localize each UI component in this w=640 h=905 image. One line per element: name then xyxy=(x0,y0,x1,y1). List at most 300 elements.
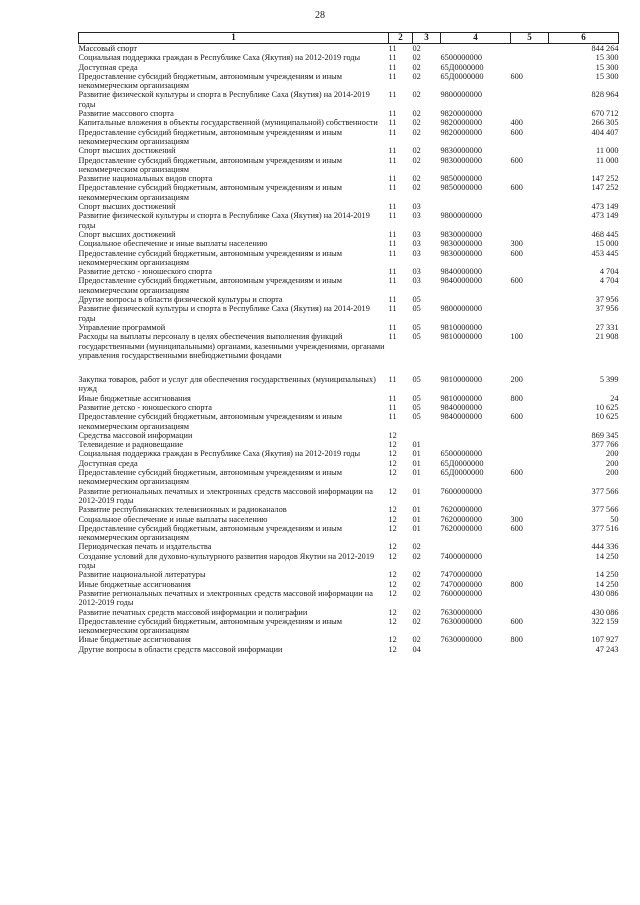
row-section: 11 xyxy=(388,402,397,412)
row-amount: 869 345 xyxy=(591,430,619,440)
row-amount: 5 399 xyxy=(599,375,619,385)
row-target-article: 9800000000 xyxy=(440,304,482,314)
row-section: 12 xyxy=(388,486,397,496)
row-amount: 15 300 xyxy=(595,62,619,72)
row-section: 11 xyxy=(388,375,397,385)
row-subsection: 01 xyxy=(412,486,421,496)
row-subsection: 02 xyxy=(412,174,421,184)
row-amount: 147 252 xyxy=(591,183,619,193)
row-subsection: 02 xyxy=(412,44,421,53)
row-amount: 322 159 xyxy=(591,616,619,626)
row-name: Развитие национальных видов спорта xyxy=(78,174,213,184)
table-row xyxy=(79,267,619,276)
row-target-article: 7620000000 xyxy=(440,505,482,515)
table-row xyxy=(79,580,619,589)
row-target-article: 9840000000 xyxy=(440,412,482,422)
row-name: Предоставление субсидий бюджетным, автономным учреждениям и иным некоммерческим организациям xyxy=(78,616,342,636)
row-amount: 14 250 xyxy=(595,551,619,561)
row-name: Создание условий для духовно-культурного развития народов Якутии на 2012-2019 годы xyxy=(78,551,375,571)
row-subsection: 01 xyxy=(412,468,421,478)
row-name: Спорт высших достижений xyxy=(78,229,176,239)
table-row xyxy=(79,515,619,524)
row-section: 12 xyxy=(388,579,397,589)
table-row xyxy=(79,542,619,551)
table-row xyxy=(79,394,619,403)
row-subsection: 02 xyxy=(412,607,421,617)
row-expense-type xyxy=(511,53,549,62)
table-row xyxy=(79,90,619,109)
row-target-article: 7630000000 xyxy=(440,616,482,626)
row-expense-type: 300 xyxy=(510,239,523,249)
row-expense-type xyxy=(511,174,549,183)
row-target-article: 6500000000 xyxy=(440,449,482,459)
row-subsection xyxy=(413,431,441,440)
row-section: 11 xyxy=(388,202,397,212)
row-amount: 11 000 xyxy=(595,146,619,156)
table-row xyxy=(79,552,619,571)
row-section: 11 xyxy=(388,239,397,249)
row-target-article: 65Д0000000 xyxy=(440,71,484,81)
table-row xyxy=(79,487,619,506)
row-section: 12 xyxy=(388,449,397,459)
row-expense-type xyxy=(511,552,549,571)
row-section: 12 xyxy=(388,440,397,450)
row-subsection: 02 xyxy=(412,155,421,165)
table-body xyxy=(79,44,619,655)
row-subsection: 03 xyxy=(412,276,421,286)
table-row xyxy=(79,440,619,449)
row-expense-type xyxy=(511,63,549,72)
row-target-article: 9810000000 xyxy=(440,322,482,332)
row-subsection: 01 xyxy=(412,440,421,450)
row-name: Социальная поддержка граждан в Республике Саха (Якутия) на 2012-2019 годы xyxy=(78,449,361,459)
table-row xyxy=(79,183,619,202)
row-section: 11 xyxy=(388,62,397,72)
row-name: Развитие региональных печатных и электронных средств массовой информации на 2012-2019 годы xyxy=(78,486,373,505)
row-name: Периодическая печать и издательства xyxy=(78,542,212,552)
table-row xyxy=(79,412,619,431)
row-target-article: 9840000000 xyxy=(440,402,482,412)
row-name: Иные бюджетные ассигнования xyxy=(78,393,191,403)
row-section: 11 xyxy=(388,276,397,286)
table-row xyxy=(79,109,619,118)
row-name: Телевидение и радиовещание xyxy=(78,440,183,450)
row-amount: 11 000 xyxy=(595,155,619,165)
row-name: Развитие физической культуры и спорта в Республике Саха (Якутия) на 2014-2019 годы xyxy=(78,211,370,230)
row-target-article xyxy=(441,202,511,211)
row-subsection: 02 xyxy=(412,570,421,580)
row-expense-type: 800 xyxy=(510,393,523,403)
table-row xyxy=(79,608,619,617)
row-amount: 15 300 xyxy=(595,53,619,63)
row-subsection: 02 xyxy=(412,90,421,100)
row-name: Развитие региональных печатных и электронных средств массовой информации на 2012-2019 годы xyxy=(78,588,373,608)
row-amount: 10 625 xyxy=(595,402,619,412)
row-subsection: 05 xyxy=(412,375,421,385)
row-expense-type xyxy=(511,570,549,579)
table-row xyxy=(79,128,619,147)
row-name: Предоставление субсидий бюджетным, автономным учреждениям и иным некоммерческим организациям xyxy=(78,248,342,267)
row-name: Доступная среда xyxy=(78,458,138,468)
row-name: Развитие детско - юношеского спорта xyxy=(78,402,212,412)
row-section: 11 xyxy=(388,295,397,305)
table-row xyxy=(79,505,619,514)
table-row xyxy=(79,403,619,412)
row-section: 11 xyxy=(388,183,397,193)
row-section: 11 xyxy=(388,155,397,165)
row-target-article: 9820000000 xyxy=(440,127,482,137)
row-target-article: 7620000000 xyxy=(440,514,482,524)
table-row xyxy=(79,276,619,295)
row-subsection: 05 xyxy=(412,402,421,412)
row-name: Капитальные вложения в объекты государственной (муниципальной) собственности xyxy=(78,118,378,128)
row-name: Предоставление субсидий бюджетным, автономным учреждениям и иным некоммерческим организациям xyxy=(78,71,342,91)
row-subsection: 05 xyxy=(412,332,421,342)
row-name: Развитие республиканских телевизионных и радиоканалов xyxy=(78,505,287,515)
row-target-article xyxy=(441,645,511,654)
row-expense-type: 600 xyxy=(510,183,523,193)
table-row xyxy=(79,449,619,458)
row-section: 11 xyxy=(388,118,397,128)
row-expense-type xyxy=(511,90,549,109)
row-section: 11 xyxy=(388,412,397,422)
row-expense-type: 600 xyxy=(510,412,523,422)
row-expense-type: 600 xyxy=(510,155,523,165)
row-subsection: 02 xyxy=(412,109,421,119)
row-target-article: 9830000000 xyxy=(440,155,482,165)
row-subsection: 02 xyxy=(412,542,421,552)
row-subsection: 02 xyxy=(412,579,421,589)
row-subsection: 02 xyxy=(412,62,421,72)
row-amount: 200 xyxy=(606,468,619,478)
row-section: 12 xyxy=(388,458,397,468)
row-subsection: 02 xyxy=(412,146,421,156)
row-section: 12 xyxy=(388,635,397,645)
column-header-expense-type: 5 xyxy=(511,33,549,44)
row-expense-type xyxy=(511,608,549,617)
row-expense-type: 600 xyxy=(510,468,523,478)
row-section: 11 xyxy=(388,146,397,156)
row-subsection: 02 xyxy=(412,551,421,561)
row-name: Управление программой xyxy=(78,322,166,332)
row-expense-type xyxy=(511,202,549,211)
row-name: Доступная среда xyxy=(78,62,138,72)
budget-table xyxy=(78,32,619,654)
row-section: 11 xyxy=(388,53,397,63)
row-expense-type xyxy=(511,487,549,506)
row-name: Социальное обеспечение и иные выплаты населению xyxy=(78,239,268,249)
column-header-subsection: 3 xyxy=(413,33,441,44)
row-amount: 377 516 xyxy=(591,523,619,533)
row-target-article: 9800000000 xyxy=(440,211,482,221)
row-subsection: 03 xyxy=(412,202,421,212)
row-section: 12 xyxy=(388,468,397,478)
row-amount: 200 xyxy=(606,449,619,459)
row-amount: 107 927 xyxy=(591,635,619,645)
row-expense-type xyxy=(511,449,549,458)
row-name: Предоставление субсидий бюджетным, автономным учреждениям и иным некоммерческим организациям xyxy=(78,127,342,146)
table-row xyxy=(79,332,619,360)
row-section: 11 xyxy=(388,304,397,314)
row-amount: 430 086 xyxy=(591,588,619,598)
row-subsection: 05 xyxy=(412,393,421,403)
row-target-article: 9830000000 xyxy=(440,146,482,156)
table-row xyxy=(79,617,619,636)
row-amount: 828 964 xyxy=(591,90,619,100)
table-row xyxy=(79,202,619,211)
row-amount: 4 704 xyxy=(599,276,619,286)
row-target-article: 9810000000 xyxy=(440,393,482,403)
row-subsection: 03 xyxy=(412,267,421,277)
row-name: Другие вопросы в области физической культуры и спорта xyxy=(78,295,283,305)
row-target-article: 9830000000 xyxy=(440,239,482,249)
row-expense-type xyxy=(511,44,549,54)
row-subsection: 02 xyxy=(412,635,421,645)
row-target-article: 65Д0000000 xyxy=(440,62,484,72)
row-expense-type xyxy=(511,459,549,468)
row-name: Средства массовой информации xyxy=(78,430,193,440)
row-expense-type xyxy=(511,230,549,239)
row-section: 12 xyxy=(388,523,397,533)
row-amount: 10 625 xyxy=(595,412,619,422)
row-target-article: 9840000000 xyxy=(440,276,482,286)
row-amount: 430 086 xyxy=(591,607,619,617)
row-subsection: 03 xyxy=(412,248,421,258)
row-target-article xyxy=(441,542,511,551)
row-subsection: 02 xyxy=(412,71,421,81)
row-amount: 844 264 xyxy=(591,44,619,53)
row-section: 11 xyxy=(388,248,397,258)
table-row xyxy=(79,53,619,62)
row-name: Предоставление субсидий бюджетным, автономным учреждениям и иным некоммерческим организациям xyxy=(78,468,342,487)
row-name: Развитие физической культуры и спорта в Республике Саха (Якутия) на 2014-2019 годы xyxy=(78,304,370,323)
row-target-article: 7630000000 xyxy=(440,635,482,645)
row-subsection: 02 xyxy=(412,616,421,626)
column-header-section: 2 xyxy=(389,33,413,44)
row-target-article: 7630000000 xyxy=(440,607,482,617)
row-section: 11 xyxy=(388,322,397,332)
row-name: Иные бюджетные ассигнования xyxy=(78,579,191,589)
row-name: Предоставление субсидий бюджетным, автономным учреждениям и иным некоммерческим организациям xyxy=(78,155,342,174)
table-row xyxy=(79,570,619,579)
row-amount: 15 300 xyxy=(595,71,619,81)
row-expense-type xyxy=(511,267,549,276)
row-subsection: 01 xyxy=(412,514,421,524)
row-amount: 670 712 xyxy=(591,109,619,119)
row-expense-type: 600 xyxy=(510,523,523,533)
table-row xyxy=(79,156,619,175)
row-target-article: 65Д0000000 xyxy=(440,468,484,478)
row-name: Массовый спорт xyxy=(78,44,138,53)
row-section: 12 xyxy=(388,505,397,515)
row-amount: 37 956 xyxy=(595,304,619,314)
row-expense-type: 100 xyxy=(510,332,523,342)
table-row xyxy=(79,524,619,543)
row-expense-type xyxy=(511,109,549,118)
row-amount: 14 250 xyxy=(595,579,619,589)
row-name: Развитие печатных средств массовой информации и полиграфии xyxy=(78,607,308,617)
row-expense-type xyxy=(511,645,549,654)
row-subsection: 02 xyxy=(412,53,421,63)
row-target-article: 9820000000 xyxy=(440,118,482,128)
row-amount: 468 445 xyxy=(591,229,619,239)
row-section: 12 xyxy=(388,551,397,561)
row-expense-type xyxy=(511,304,549,323)
row-section: 11 xyxy=(388,332,397,342)
table-row xyxy=(79,468,619,487)
row-subsection: 01 xyxy=(412,505,421,515)
row-expense-type: 600 xyxy=(510,616,523,626)
row-expense-type xyxy=(511,431,549,440)
row-amount: 377 766 xyxy=(591,440,619,450)
table-row xyxy=(79,239,619,248)
row-subsection: 03 xyxy=(412,211,421,221)
page-number: 28 xyxy=(315,10,325,21)
row-name: Развитие физической культуры и спорта в Республике Саха (Якутия) на 2014-2019 годы xyxy=(78,90,370,109)
table-row xyxy=(79,230,619,239)
row-expense-type: 300 xyxy=(510,514,523,524)
row-section: 12 xyxy=(388,570,397,580)
row-target-article: 9810000000 xyxy=(440,375,482,385)
row-amount: 14 250 xyxy=(595,570,619,580)
row-target-article: 9850000000 xyxy=(440,174,482,184)
row-name: Предоставление субсидий бюджетным, автономным учреждениям и иным некоммерческим организациям xyxy=(78,523,342,543)
row-target-article: 9830000000 xyxy=(440,229,482,239)
row-expense-type xyxy=(511,542,549,551)
table-row xyxy=(79,72,619,91)
row-name: Спорт высших достижений xyxy=(78,146,176,156)
row-expense-type xyxy=(511,211,549,230)
row-name: Расходы на выплаты персоналу в целях обеспечения выполнения функций государственными (муниципальными) органами, казенными учреждениями, органами управления государственными внебюджетными фондами xyxy=(78,332,385,360)
row-name: Социальная поддержка граждан в Республике Саха (Якутия) на 2012-2019 годы xyxy=(78,53,361,63)
row-section: 11 xyxy=(388,44,397,53)
row-amount: 453 445 xyxy=(591,248,619,258)
row-expense-type: 600 xyxy=(510,127,523,137)
row-subsection: 05 xyxy=(412,304,421,314)
row-name: Другие вопросы в области средств массовой информации xyxy=(78,644,283,654)
table-row xyxy=(79,459,619,468)
row-expense-type: 200 xyxy=(510,375,523,385)
row-section: 11 xyxy=(388,229,397,239)
row-name: Предоставление субсидий бюджетным, автономным учреждениям и иным некоммерческим организациям xyxy=(78,276,342,295)
row-name: Предоставление субсидий бюджетным, автономным учреждениям и иным некоммерческим организациям xyxy=(78,183,342,202)
row-section: 12 xyxy=(388,588,397,598)
row-subsection: 04 xyxy=(412,644,421,654)
table-row xyxy=(79,589,619,608)
row-amount: 24 xyxy=(610,393,619,403)
table-row xyxy=(79,174,619,183)
column-header-target-article: 4 xyxy=(441,33,511,44)
table-row xyxy=(79,249,619,268)
table-row xyxy=(79,431,619,440)
row-section: 11 xyxy=(388,71,397,81)
row-amount: 4 704 xyxy=(599,267,619,277)
row-subsection: 01 xyxy=(412,523,421,533)
row-name: Социальное обеспечение и иные выплаты населению xyxy=(78,514,268,524)
row-name: Развитие массового спорта xyxy=(78,109,174,119)
table-row xyxy=(79,323,619,332)
row-target-article: 7470000000 xyxy=(440,579,482,589)
row-name: Предоставление субсидий бюджетным, автономным учреждениям и иным некоммерческим организациям xyxy=(78,412,342,431)
table-row xyxy=(79,375,619,394)
row-target-article: 9820000000 xyxy=(440,109,482,119)
row-target-article: 9800000000 xyxy=(440,90,482,100)
row-section: 12 xyxy=(388,616,397,626)
row-target-article xyxy=(441,440,511,449)
row-expense-type: 600 xyxy=(510,248,523,258)
row-target-article: 65Д0000000 xyxy=(440,458,484,468)
row-subsection: 02 xyxy=(412,183,421,193)
table-row xyxy=(79,118,619,127)
row-target-article: 9840000000 xyxy=(440,267,482,277)
row-expense-type xyxy=(511,505,549,514)
row-section: 11 xyxy=(388,267,397,277)
row-subsection: 02 xyxy=(412,588,421,598)
row-expense-type: 800 xyxy=(510,579,523,589)
column-header-name: 1 xyxy=(79,33,389,44)
row-amount: 21 908 xyxy=(595,332,619,342)
row-name: Иные бюджетные ассигнования xyxy=(78,635,191,645)
row-section: 11 xyxy=(388,127,397,137)
row-amount: 266 305 xyxy=(591,118,619,128)
row-subsection: 03 xyxy=(412,229,421,239)
row-amount: 47 243 xyxy=(595,644,619,654)
row-section: 11 xyxy=(388,90,397,100)
row-target-article: 7600000000 xyxy=(440,486,482,496)
row-amount: 444 336 xyxy=(591,542,619,552)
table-row xyxy=(79,63,619,72)
table-row xyxy=(79,304,619,323)
table-row xyxy=(79,295,619,304)
row-target-article: 7620000000 xyxy=(440,523,482,533)
row-subsection: 01 xyxy=(412,449,421,459)
row-subsection: 05 xyxy=(412,412,421,422)
row-section: 12 xyxy=(388,514,397,524)
row-amount: 377 566 xyxy=(591,505,619,515)
row-expense-type xyxy=(511,295,549,304)
row-section: 11 xyxy=(388,109,397,119)
row-amount: 473 149 xyxy=(591,202,619,212)
row-target-article xyxy=(441,44,511,54)
row-target-article: 9850000000 xyxy=(440,183,482,193)
row-name: Развитие национальной литературы xyxy=(78,570,206,580)
row-amount: 377 566 xyxy=(591,486,619,496)
row-section: 11 xyxy=(388,393,397,403)
row-section: 12 xyxy=(388,644,397,654)
table-row xyxy=(79,44,619,54)
row-subsection: 05 xyxy=(412,295,421,305)
row-section: 11 xyxy=(388,211,397,221)
row-expense-type: 800 xyxy=(510,635,523,645)
row-target-article: 7470000000 xyxy=(440,570,482,580)
row-expense-type xyxy=(511,589,549,608)
row-target-article: 7400000000 xyxy=(440,551,482,561)
row-target-article xyxy=(441,295,511,304)
row-expense-type: 400 xyxy=(510,118,523,128)
row-subsection: 02 xyxy=(412,118,421,128)
row-section: 12 xyxy=(388,607,397,617)
row-subsection: 05 xyxy=(412,322,421,332)
row-amount: 473 149 xyxy=(591,211,619,221)
row-expense-type xyxy=(511,440,549,449)
row-expense-type xyxy=(511,403,549,412)
row-target-article: 7600000000 xyxy=(440,588,482,598)
table-row xyxy=(79,635,619,644)
row-amount: 147 252 xyxy=(591,174,619,184)
row-name: Развитие детско - юношеского спорта xyxy=(78,267,212,277)
row-name: Закупка товаров, работ и услуг для обеспечения государственных (муниципальных) нужд xyxy=(78,375,376,394)
row-subsection: 02 xyxy=(412,127,421,137)
